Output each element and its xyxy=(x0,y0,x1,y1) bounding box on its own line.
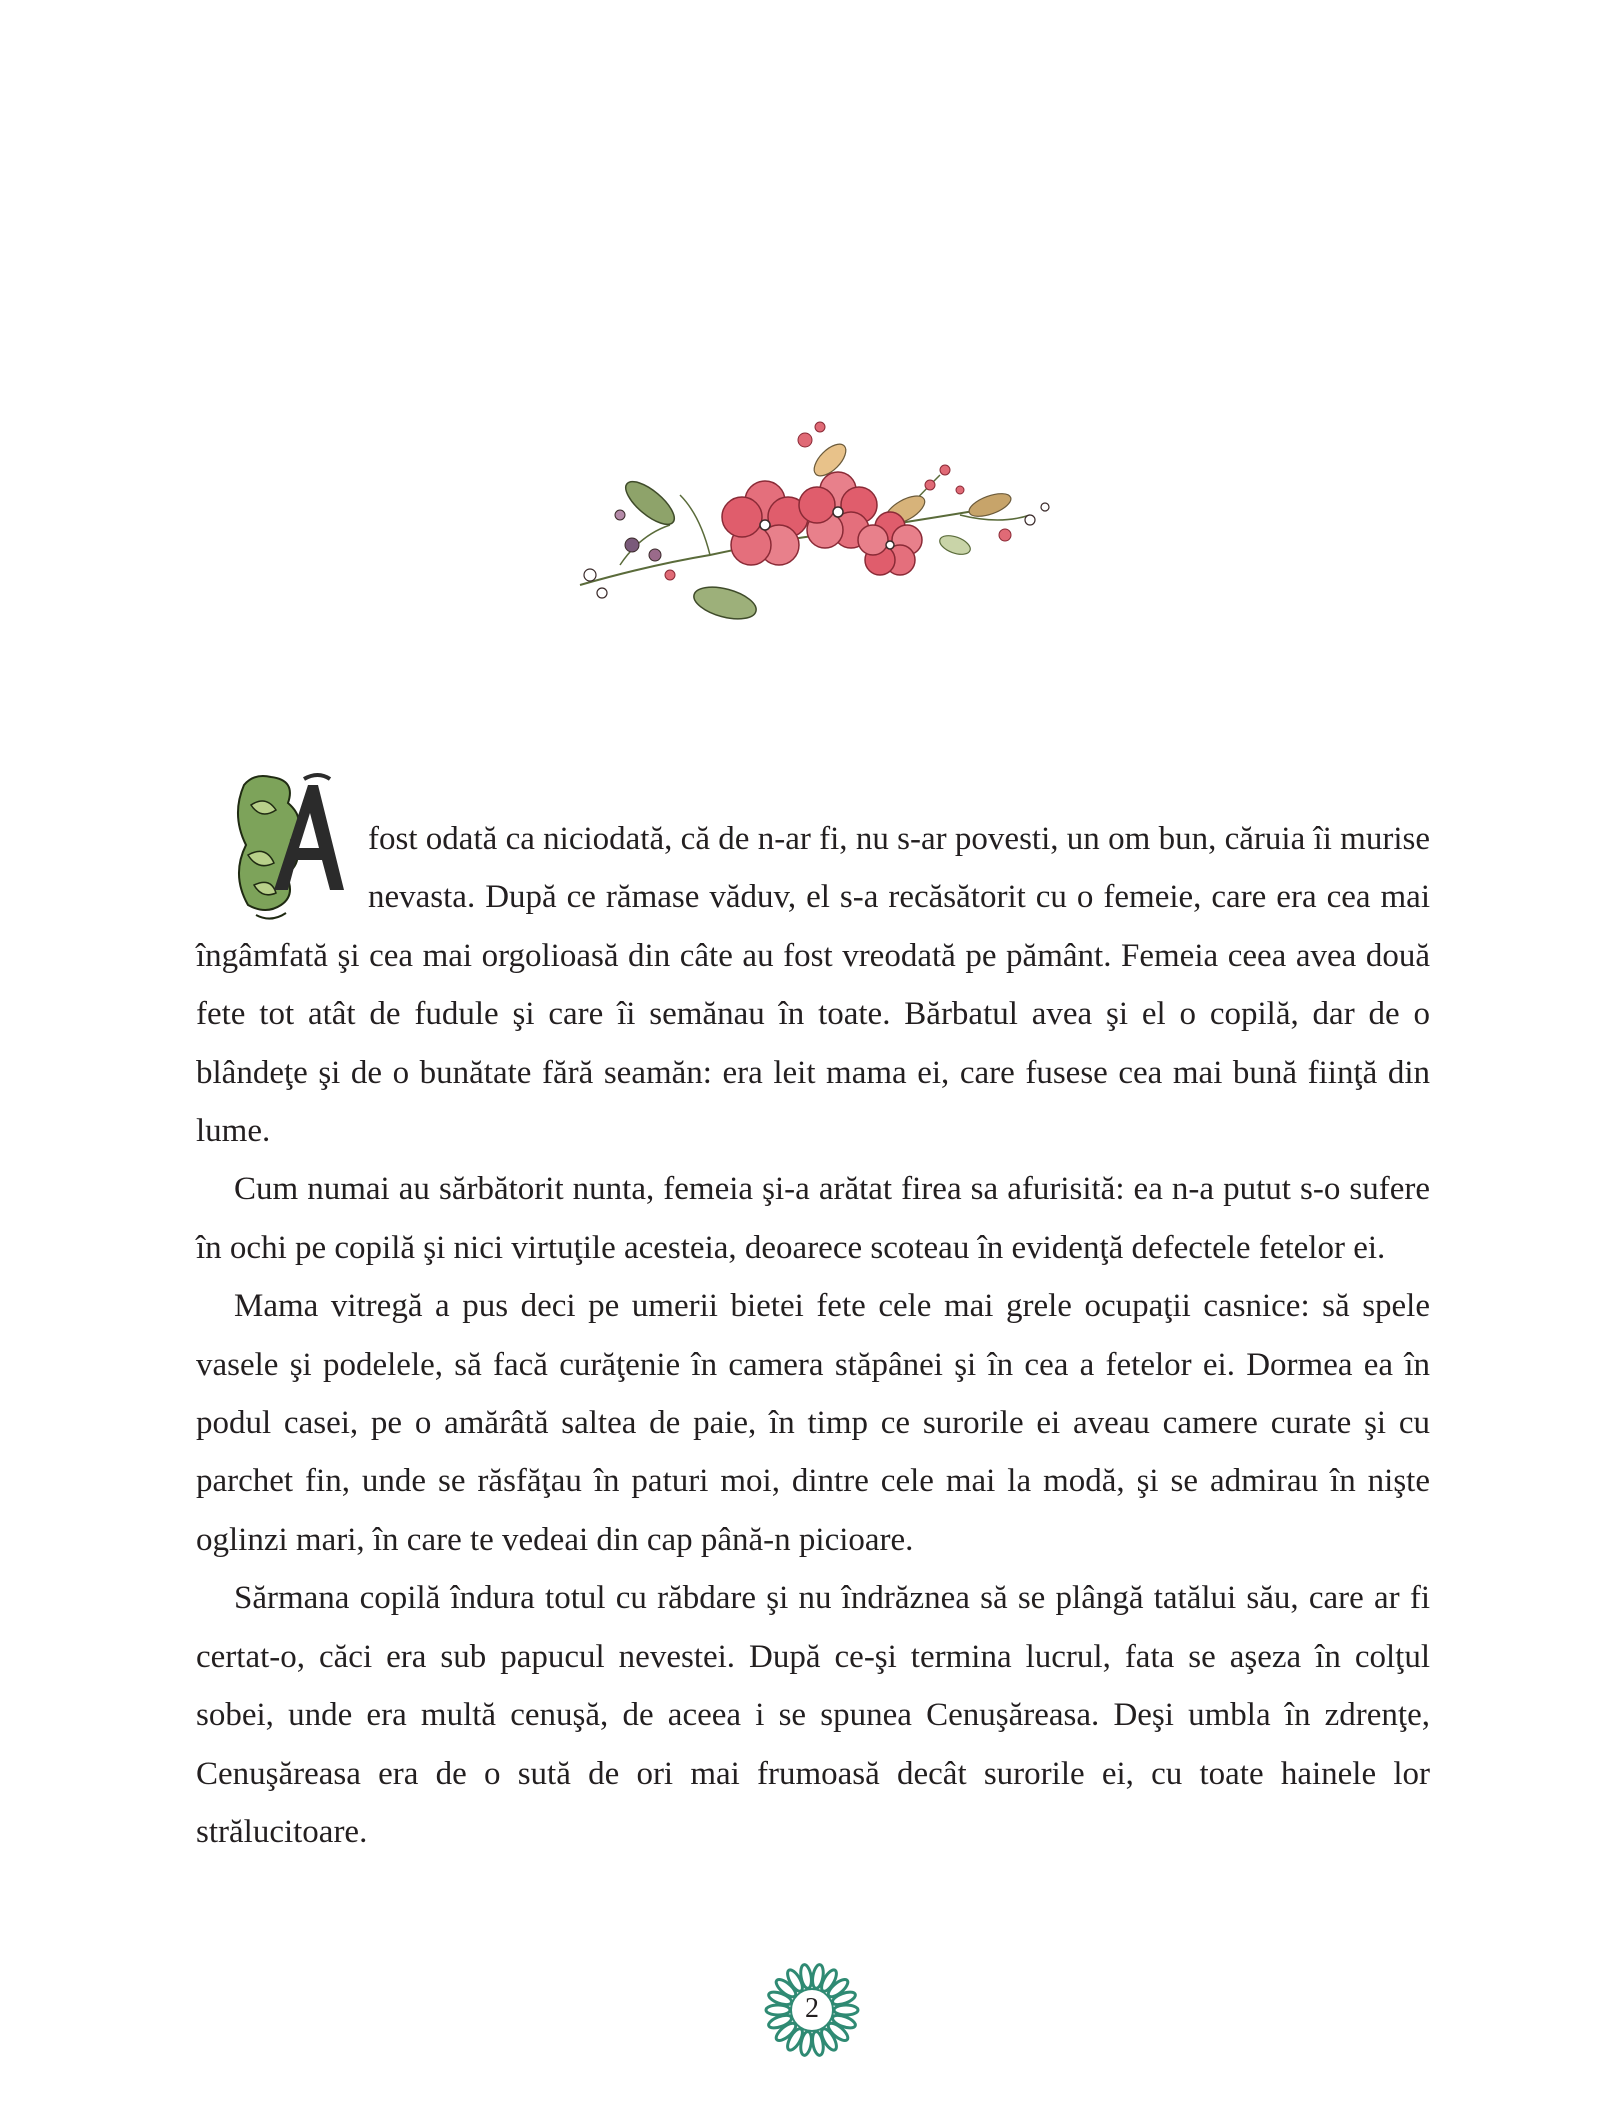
page-number: 2 xyxy=(805,1993,819,2024)
illuminated-drop-cap xyxy=(226,765,348,923)
story-text xyxy=(196,805,1430,1861)
paragraph-1-text: fost odată ca niciodată, că de n-ar fi, nu s-ar povesti, un om bun, căruia îi murise nevasta. După ce rămase văduv, el s-a recăsătorit cu o femeie, care era cea mai îngâmfată şi cea mai orgolioasă din câte au fost vreodată pe pământ. Femeia ceea avea două fete tot atât de fudule şi care îi semănau în toate. Bărbatul avea şi el o copilă, dar de o blândeţe şi de o bunătate fără seamăn: era leit mama ei, care fusese cea mai bună fiinţă din lume. xyxy=(196,821,1430,1150)
paragraph-3: Mama vitregă a pus deci pe umerii bietei fete cele mai grele ocupaţii casnice: să spele vasele şi podelele, să facă curăţenie în camera stăpânei şi în cea a fetelor ei. Dormea ea în podul casei, pe o amărâtă saltea de paie, în timp ce surorile ei aveau camere curate şi cu parchet fin, unde se răsfăţau în paturi moi, dintre cele mai la modă, şi se admirau în nişte oglinzi mari, în care te vedeai din cap până-n picioare. xyxy=(196,1288,1430,1558)
floral-garland-icon xyxy=(560,415,1060,645)
floral-header-illustration xyxy=(560,415,1060,645)
paragraph-2: Cum numai au sărbătorit nunta, femeia şi-a arătat firea sa afurisită: ea n-a putut s-o sufere în ochi pe copilă şi nici virtuţile acesteia, deoarece scoteau în evidenţă defectele fetelor ei. xyxy=(196,1171,1430,1266)
paragraph-1 xyxy=(196,805,1430,1160)
paragraph-4: Sărmana copilă îndura totul cu răbdare şi nu îndrăznea să se plângă tatălui său, care ar fi certat-o, căci era sub papucul nevestei. După ce-şi termina lucrul, fata se aşeza în colţul sobei, unde era multă cenuşă, de aceea i se spunea Cenuşăreasa. Deşi umbla în zdrenţe, Cenuşăreasa era de o sută de ori mai frumoasă decât surorile ei, cu toate hainele lor strălucitoare. xyxy=(196,1580,1430,1850)
